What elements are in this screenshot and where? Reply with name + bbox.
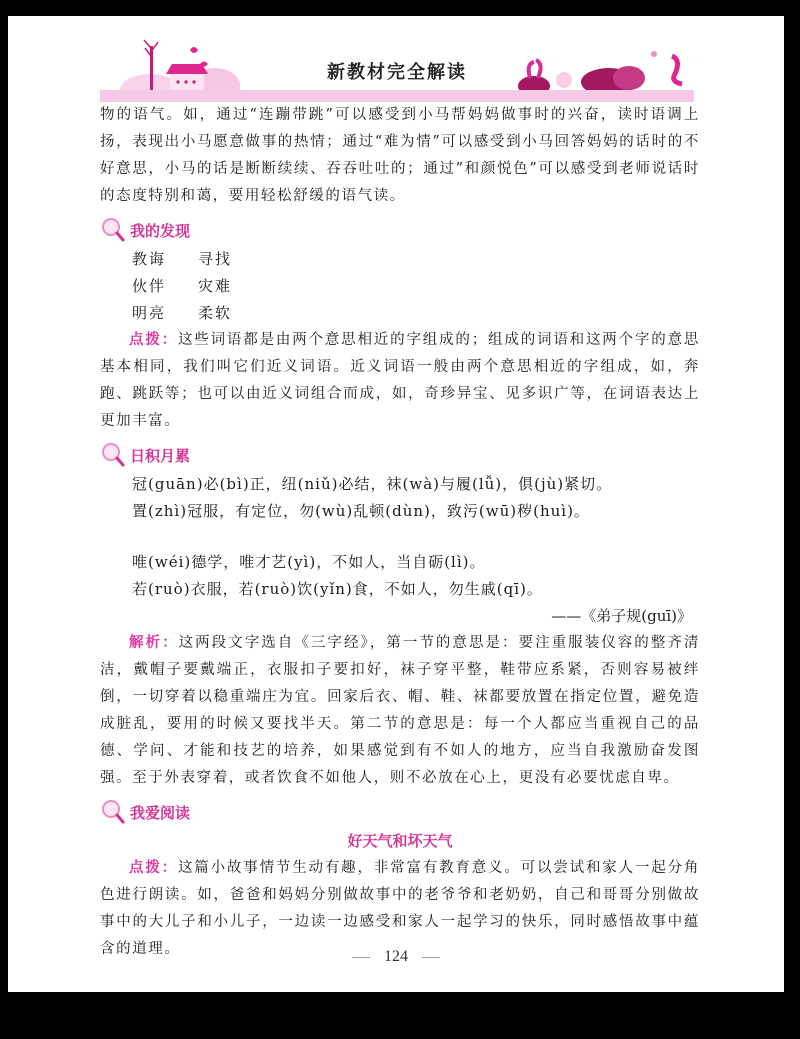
divider xyxy=(422,957,440,958)
word: 教诲 xyxy=(132,250,167,268)
word: 伙伴 xyxy=(132,277,167,295)
word-pair-row xyxy=(132,300,700,327)
discovery-note xyxy=(100,327,700,435)
divider xyxy=(352,957,370,958)
page-content xyxy=(100,102,700,963)
word: 柔软 xyxy=(198,304,233,322)
note-text: 这篇小故事情节生动有趣，非常富有教育意义。可以尝试和家人一起分角色进行朗读。如，爸爸和妈妈分别做故事中的老爷爷和老奶奶，自己和哥哥分别做故事中的大儿子和小儿子，一边读一边感受和家人一起学习的快乐，同时感悟故事中蕴含的道理。 xyxy=(100,860,700,957)
classic-line: 置(zhì)冠服，有定位，勿(wù)乱顿(dùn)，致污(wū)秽(huì)。 xyxy=(132,502,590,520)
page-header xyxy=(100,32,694,102)
word: 寻找 xyxy=(198,250,233,268)
classic-line: 若(ruò)衣服，若(ruò)饮(yǐn)食，不如人，勿生戚(qī)。 xyxy=(132,580,543,598)
source-citation: ——《弟子规(guī)》 xyxy=(551,607,692,625)
word: 明亮 xyxy=(132,304,167,322)
book-title: 新教材完全解读 xyxy=(327,62,467,83)
magnifier-icon xyxy=(100,799,126,825)
magnifier-icon xyxy=(100,442,126,468)
section-title: 日积月累 xyxy=(130,446,191,465)
section-title: 我的发现 xyxy=(130,221,191,240)
classic-text-group-1 xyxy=(132,471,700,525)
flower-bush-decoration-icon xyxy=(504,46,684,94)
word: 灾难 xyxy=(198,277,233,295)
section-title: 我爱阅读 xyxy=(130,803,191,822)
word-pair-list xyxy=(132,246,700,327)
magnifier-icon xyxy=(100,217,126,243)
classic-line: 冠(guān)必(bì)正，纽(niǔ)必结，袜(wà)与履(lǚ)，俱(jù)紧切。 xyxy=(132,475,613,493)
document-page xyxy=(8,16,784,992)
section-header-reading xyxy=(100,796,700,828)
analysis-label: 解析： xyxy=(129,635,179,651)
analysis-text: 这两段文字选自《三字经》，第一节的意思是：要注重服装仪容的整齐清洁，戴帽子要戴端正，衣服扣子要扣好，袜子穿平整，鞋带应系紧，否则容易被绊倒，一切穿着以稳重端庄为宜。回家后衣、帽、鞋、袜都要放置在指定位置，避免造成脏乱，要用的时候又要找半天。第二节的意思是：每一个人都应当重视自己的品德、学问、才能和技艺的培养，如果感觉到有不如人的地方，应当自我激励奋发图强。至于外表穿着，或者饮食不如他人，则不必放在心上，更没有必要忧虑自卑。 xyxy=(100,635,700,786)
note-label: 点拨： xyxy=(129,860,178,876)
word-pair-row xyxy=(132,273,700,300)
story-title: 好天气和坏天气 xyxy=(347,832,453,850)
intro-paragraph: 物的语气。如，通过“连蹦带跳”可以感受到小马帮妈妈做事时的兴奋，读时语调上扬，表现出小马愿意做事的热情；通过“难为情”可以感受到小马回答妈妈的话时的不好意思，小马的话是断断续续、吞吞吐吐的；通过”和颜悦色”可以感受到老师说话时的态度特别和蔼，要用轻松舒缓的语气读。 xyxy=(100,107,700,204)
header-band xyxy=(100,90,694,102)
analysis-paragraph xyxy=(100,630,700,792)
classic-line: 唯(wéi)德学，唯才艺(yì)，不如人，当自砺(lì)。 xyxy=(132,553,486,571)
classic-text-group-2 xyxy=(132,549,700,603)
page-number-value: 124 xyxy=(384,948,408,965)
note-label: 点拨： xyxy=(129,332,178,348)
section-header-accumulation xyxy=(100,439,700,471)
page-number xyxy=(8,948,784,966)
reading-note xyxy=(100,855,700,963)
word-pair-row xyxy=(132,246,700,273)
note-text: 这些词语都是由两个意思相近的字组成的；组成的词语和这两个字的意思基本相同，我们叫它们近义词语。近义词语一般由两个意思相近的字组成，如，奔跑、跳跃等；也可以由近义词组合而成，如，奇珍异宝、见多识广等，在词语表达上更加丰富。 xyxy=(100,332,700,429)
section-header-discovery xyxy=(100,214,700,246)
